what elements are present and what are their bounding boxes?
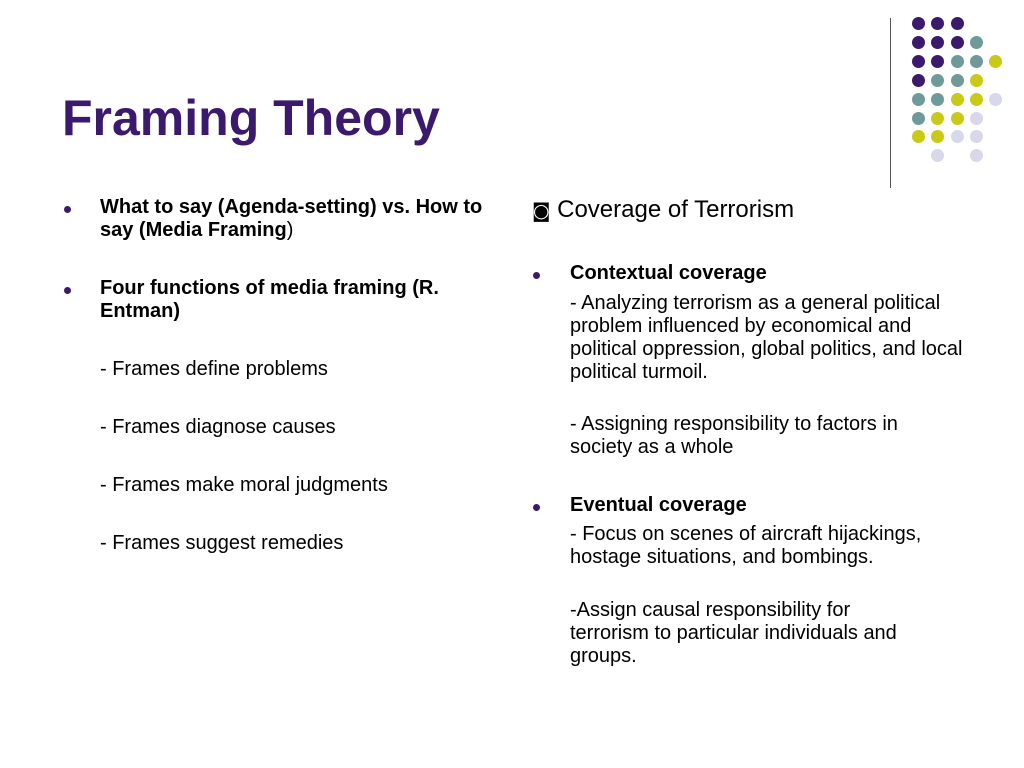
contextual-paragraph-2: - Assigning responsibility to factors in society as a whole [570, 413, 898, 458]
section-title-eventual: Eventual coverage [570, 494, 747, 516]
framing-function-item: - Frames make moral judgments [100, 474, 388, 496]
bullet-icon [64, 287, 71, 294]
decorative-dot [931, 130, 944, 143]
decorative-dot [912, 112, 925, 125]
decorative-dot [951, 93, 964, 106]
decorative-dot [970, 55, 983, 68]
vertical-divider [890, 18, 891, 188]
framing-function-item: - Frames diagnose causes [100, 416, 336, 438]
decorative-dot [931, 36, 944, 49]
decorative-dot [951, 55, 964, 68]
decorative-dot [970, 130, 983, 143]
decorative-dot [951, 17, 964, 30]
decorative-dot [970, 74, 983, 87]
decorative-dot [970, 36, 983, 49]
decorative-dot [970, 93, 983, 106]
decorative-dot [989, 93, 1002, 106]
bullet-icon [533, 272, 540, 279]
decorative-dot [931, 149, 944, 162]
decorative-dot [931, 93, 944, 106]
framing-function-item: - Frames suggest remedies [100, 532, 344, 554]
decorative-dot [970, 149, 983, 162]
decorative-dot [912, 74, 925, 87]
bullet-icon [64, 206, 71, 213]
eventual-paragraph-2: -Assign causal responsibility for terrorism to particular individuals and groups. [570, 599, 897, 667]
left-bullet-1-bold: What to say (Agenda-setting) vs. How to say (Media Framing [100, 196, 483, 241]
decorative-dot [989, 55, 1002, 68]
decorative-dot [951, 74, 964, 87]
inverse-white-circle-icon: ◙ [532, 200, 551, 222]
decorative-dot [912, 36, 925, 49]
left-bullet-2-bold: Four functions of media framing (R. Entman) [100, 277, 439, 322]
contextual-paragraph-1: - Analyzing terrorism as a general political problem influenced by economical and political oppression, global politics, and local political turmoil. [570, 292, 963, 383]
decorative-dot [912, 93, 925, 106]
right-heading [532, 196, 794, 225]
decorative-dot [912, 17, 925, 30]
decorative-dot [931, 112, 944, 125]
decorative-dot [951, 36, 964, 49]
left-bullet-2 [100, 277, 490, 323]
decorative-dot [931, 74, 944, 87]
decorative-dot [970, 112, 983, 125]
decorative-dot [912, 55, 925, 68]
decorative-dot [951, 130, 964, 143]
framing-function-item: - Frames define problems [100, 358, 328, 380]
bullet-icon [533, 504, 540, 511]
slide-title: Framing Theory [62, 90, 440, 146]
left-bullet-1-tail: ) [286, 219, 294, 241]
left-bullet-1 [100, 196, 490, 242]
decorative-dot [951, 112, 964, 125]
eventual-paragraph-1: - Focus on scenes of aircraft hijackings, hostage situations, and bombings. [570, 523, 922, 568]
right-heading-text: Coverage of Terrorism [557, 196, 795, 223]
decorative-dot [931, 17, 944, 30]
section-title-contextual: Contextual coverage [570, 262, 767, 284]
decorative-dot [931, 55, 944, 68]
decorative-dot [912, 130, 925, 143]
